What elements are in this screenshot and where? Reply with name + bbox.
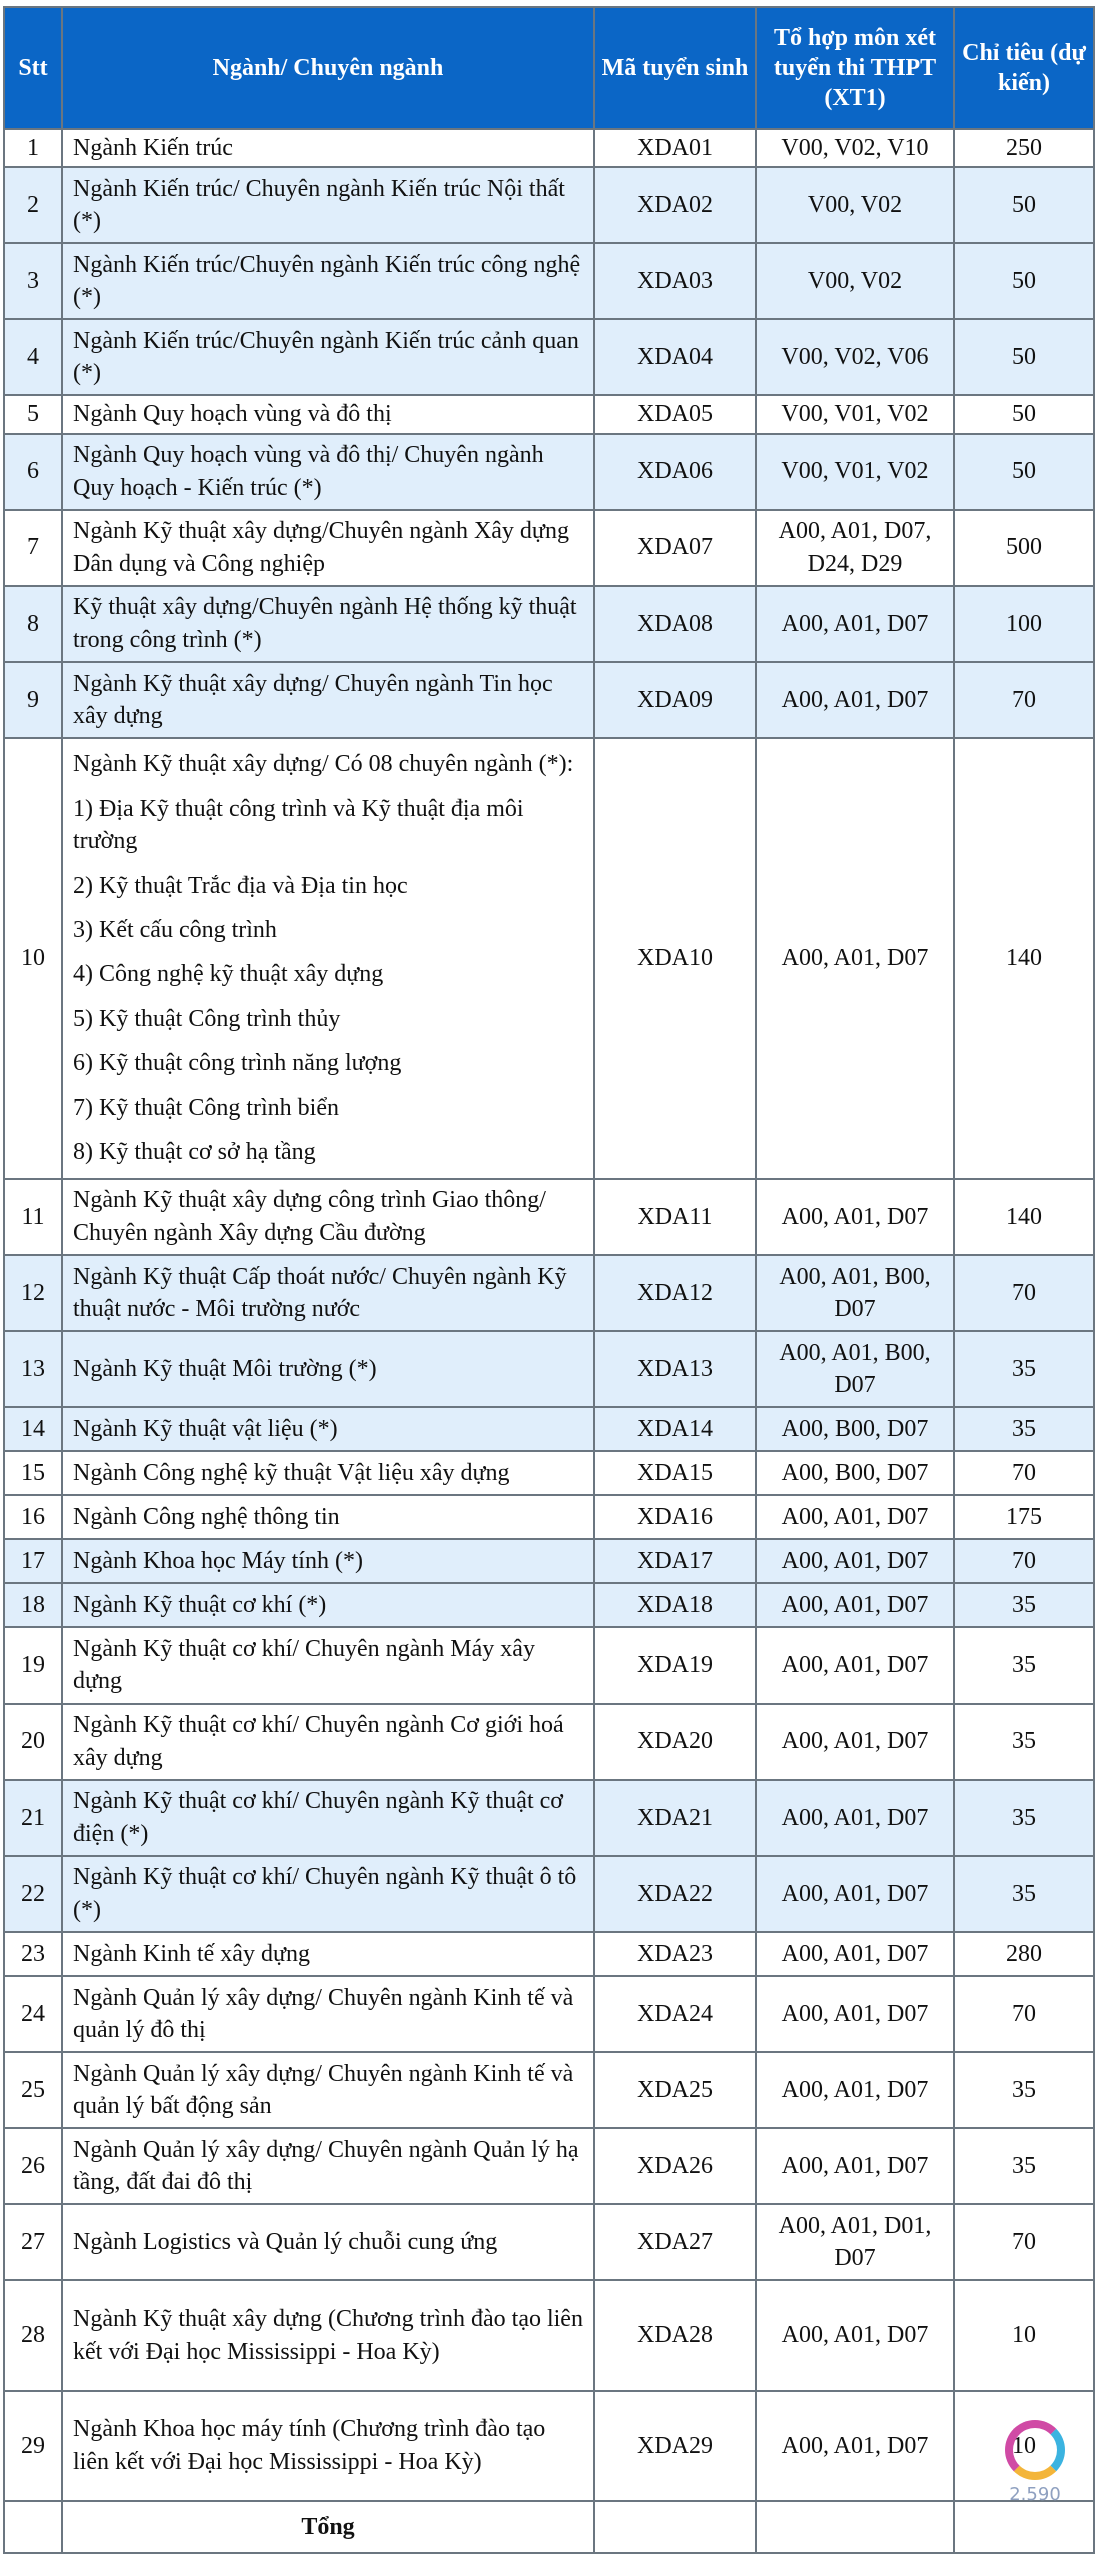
table-row bbox=[4, 434, 1094, 510]
row-stt: 12 bbox=[4, 1255, 62, 1331]
total-label: Tổng bbox=[62, 2501, 594, 2553]
row-combo: A00, A01, D07 bbox=[756, 1976, 954, 2052]
row-stt: 9 bbox=[4, 662, 62, 738]
row-code: XDA10 bbox=[594, 738, 756, 1179]
row-combo: V00, V02, V10 bbox=[756, 129, 954, 167]
table-row bbox=[4, 319, 1094, 395]
row-code: XDA14 bbox=[594, 1407, 756, 1451]
row-combo: A00, A01, D07 bbox=[756, 2052, 954, 2128]
specialization-item: 7) Kỹ thuật Công trình biển bbox=[73, 1094, 339, 1121]
header-stt: Stt bbox=[4, 7, 62, 129]
row-stt: 2 bbox=[4, 167, 62, 243]
row-code: XDA18 bbox=[594, 1583, 756, 1627]
specialization-item: 1) Địa Kỹ thuật công trình và Kỹ thuật địa môi trường bbox=[73, 795, 524, 855]
row-name bbox=[62, 738, 594, 1179]
table-header-row bbox=[4, 7, 1094, 129]
row-quota: 10 bbox=[954, 2391, 1094, 2501]
row-quota: 70 bbox=[954, 1976, 1094, 2052]
row-code: XDA29 bbox=[594, 2391, 756, 2501]
row-code: XDA07 bbox=[594, 510, 756, 586]
row-stt: 23 bbox=[4, 1932, 62, 1976]
row-quota: 35 bbox=[954, 1407, 1094, 1451]
row-quota: 35 bbox=[954, 2128, 1094, 2204]
row-name: Ngành Kỹ thuật xây dựng/Chuyên ngành Xây dựng Dân dụng và Công nghiệp bbox=[62, 510, 594, 586]
row-code: XDA15 bbox=[594, 1451, 756, 1495]
table-row bbox=[4, 2128, 1094, 2204]
row-code: XDA01 bbox=[594, 129, 756, 167]
row-quota: 35 bbox=[954, 1780, 1094, 1856]
row-code: XDA11 bbox=[594, 1179, 756, 1255]
specialization-item: 4) Công nghệ kỹ thuật xây dựng bbox=[73, 961, 384, 988]
row-name-heading: Ngành Kỹ thuật xây dựng/ Có 08 chuyên ngành (*): bbox=[73, 751, 574, 778]
row-stt: 17 bbox=[4, 1539, 62, 1583]
row-quota: 140 bbox=[954, 738, 1094, 1179]
row-stt: 21 bbox=[4, 1780, 62, 1856]
row-quota: 70 bbox=[954, 1539, 1094, 1583]
table-row bbox=[4, 586, 1094, 662]
row-name: Ngành Kỹ thuật Cấp thoát nước/ Chuyên ngành Kỹ thuật nước - Môi trường nước bbox=[62, 1255, 594, 1331]
row-stt: 5 bbox=[4, 395, 62, 433]
row-combo: A00, A01, D07 bbox=[756, 2280, 954, 2390]
row-combo: A00, A01, D07 bbox=[756, 1495, 954, 1539]
row-quota: 35 bbox=[954, 1331, 1094, 1407]
table-body bbox=[4, 129, 1094, 2501]
row-name: Ngành Kiến trúc/Chuyên ngành Kiến trúc cảnh quan (*) bbox=[62, 319, 594, 395]
table-row bbox=[4, 1255, 1094, 1331]
row-name: Ngành Kiến trúc bbox=[62, 129, 594, 167]
row-code: XDA28 bbox=[594, 2280, 756, 2390]
table-row bbox=[4, 1976, 1094, 2052]
row-combo: A00, B00, D07 bbox=[756, 1407, 954, 1451]
row-quota: 140 bbox=[954, 1179, 1094, 1255]
row-code: XDA23 bbox=[594, 1932, 756, 1976]
row-name: Ngành Kỹ thuật cơ khí/ Chuyên ngành Cơ giới hoá xây dựng bbox=[62, 1704, 594, 1780]
row-stt: 16 bbox=[4, 1495, 62, 1539]
row-stt: 14 bbox=[4, 1407, 62, 1451]
row-code: XDA27 bbox=[594, 2204, 756, 2280]
row-quota: 50 bbox=[954, 319, 1094, 395]
row-combo: A00, A01, B00, D07 bbox=[756, 1255, 954, 1331]
row-code: XDA05 bbox=[594, 395, 756, 433]
table-row bbox=[4, 1179, 1094, 1255]
row-quota: 70 bbox=[954, 1451, 1094, 1495]
row-combo: V00, V02 bbox=[756, 167, 954, 243]
row-code: XDA16 bbox=[594, 1495, 756, 1539]
row-combo: A00, A01, D07 bbox=[756, 1583, 954, 1627]
row-name: Ngành Kỹ thuật xây dựng (Chương trình đào tạo liên kết với Đại học Mississippi - Hoa Kỳ) bbox=[62, 2280, 594, 2390]
table-row bbox=[4, 243, 1094, 319]
row-name: Ngành Quản lý xây dựng/ Chuyên ngành Quản lý hạ tầng, đất đai đô thị bbox=[62, 2128, 594, 2204]
specialization-item: 3) Kết cấu công trình bbox=[73, 916, 277, 943]
total-row bbox=[4, 2501, 1094, 2553]
table-row bbox=[4, 2052, 1094, 2128]
row-stt: 15 bbox=[4, 1451, 62, 1495]
row-combo: V00, V01, V02 bbox=[756, 395, 954, 433]
row-quota: 50 bbox=[954, 395, 1094, 433]
row-stt: 7 bbox=[4, 510, 62, 586]
row-name: Ngành Quản lý xây dựng/ Chuyên ngành Kinh tế và quản lý đô thị bbox=[62, 1976, 594, 2052]
row-quota: 35 bbox=[954, 1856, 1094, 1932]
row-code: XDA21 bbox=[594, 1780, 756, 1856]
header-to-hop: Tổ hợp môn xét tuyển thi THPT (XT1) bbox=[756, 7, 954, 129]
row-code: XDA24 bbox=[594, 1976, 756, 2052]
row-code: XDA03 bbox=[594, 243, 756, 319]
row-stt: 27 bbox=[4, 2204, 62, 2280]
row-stt: 29 bbox=[4, 2391, 62, 2501]
row-name: Ngành Kỹ thuật cơ khí/ Chuyên ngành Kỹ thuật ô tô (*) bbox=[62, 1856, 594, 1932]
header-ma-tuyen-sinh: Mã tuyển sinh bbox=[594, 7, 756, 129]
table-row bbox=[4, 1451, 1094, 1495]
specialization-item: 5) Kỹ thuật Công trình thủy bbox=[73, 1005, 341, 1032]
row-stt: 24 bbox=[4, 1976, 62, 2052]
row-stt: 3 bbox=[4, 243, 62, 319]
table-row bbox=[4, 1627, 1094, 1703]
row-quota: 35 bbox=[954, 2052, 1094, 2128]
row-quota: 280 bbox=[954, 1932, 1094, 1976]
row-stt: 20 bbox=[4, 1704, 62, 1780]
row-name: Ngành Khoa học Máy tính (*) bbox=[62, 1539, 594, 1583]
row-stt: 18 bbox=[4, 1583, 62, 1627]
total-code-cell bbox=[594, 2501, 756, 2553]
row-name: Ngành Kỹ thuật xây dựng/ Chuyên ngành Tin học xây dựng bbox=[62, 662, 594, 738]
row-name: Ngành Kinh tế xây dựng bbox=[62, 1932, 594, 1976]
admissions-quota-table bbox=[3, 6, 1095, 2554]
row-name: Ngành Công nghệ thông tin bbox=[62, 1495, 594, 1539]
row-name: Ngành Quản lý xây dựng/ Chuyên ngành Kinh tế và quản lý bất động sản bbox=[62, 2052, 594, 2128]
row-stt: 4 bbox=[4, 319, 62, 395]
table-row bbox=[4, 1495, 1094, 1539]
row-code: XDA26 bbox=[594, 2128, 756, 2204]
row-code: XDA25 bbox=[594, 2052, 756, 2128]
table-row bbox=[4, 1704, 1094, 1780]
row-combo: A00, A01, D07 bbox=[756, 2128, 954, 2204]
row-combo: A00, A01, D07, D24, D29 bbox=[756, 510, 954, 586]
row-stt: 13 bbox=[4, 1331, 62, 1407]
row-stt: 19 bbox=[4, 1627, 62, 1703]
row-code: XDA13 bbox=[594, 1331, 756, 1407]
table-row bbox=[4, 129, 1094, 167]
row-quota: 35 bbox=[954, 1583, 1094, 1627]
watermark-logo bbox=[990, 2420, 1080, 2530]
row-code: XDA22 bbox=[594, 1856, 756, 1932]
row-quota: 70 bbox=[954, 662, 1094, 738]
row-code: XDA09 bbox=[594, 662, 756, 738]
row-code: XDA19 bbox=[594, 1627, 756, 1703]
header-nganh: Ngành/ Chuyên ngành bbox=[62, 7, 594, 129]
row-combo: A00, A01, D07 bbox=[756, 1704, 954, 1780]
row-name: Ngành Kỹ thuật xây dựng công trình Giao thông/ Chuyên ngành Xây dựng Cầu đường bbox=[62, 1179, 594, 1255]
row-stt: 25 bbox=[4, 2052, 62, 2128]
row-name: Ngành Khoa học máy tính (Chương trình đào tạo liên kết với Đại học Mississippi - Hoa Kỳ) bbox=[62, 2391, 594, 2501]
specialization-item: 6) Kỹ thuật công trình năng lượng bbox=[73, 1050, 402, 1077]
table-row bbox=[4, 738, 1094, 1179]
row-combo: A00, A01, D07 bbox=[756, 1627, 954, 1703]
table-row bbox=[4, 395, 1094, 433]
watermark-ring-icon bbox=[1005, 2420, 1065, 2480]
row-name: Ngành Quy hoạch vùng và đô thị bbox=[62, 395, 594, 433]
row-code: XDA06 bbox=[594, 434, 756, 510]
row-combo: A00, A01, B00, D07 bbox=[756, 1331, 954, 1407]
row-quota: 35 bbox=[954, 1627, 1094, 1703]
row-quota: 70 bbox=[954, 2204, 1094, 2280]
total-combo-cell bbox=[756, 2501, 954, 2553]
row-combo: V00, V01, V02 bbox=[756, 434, 954, 510]
row-name: Ngành Kỹ thuật cơ khí/ Chuyên ngành Kỹ thuật cơ điện (*) bbox=[62, 1780, 594, 1856]
row-quota: 100 bbox=[954, 586, 1094, 662]
row-stt: 8 bbox=[4, 586, 62, 662]
row-name: Ngành Kiến trúc/ Chuyên ngành Kiến trúc Nội thất (*) bbox=[62, 167, 594, 243]
row-combo: A00, A01, D07 bbox=[756, 1932, 954, 1976]
row-name: Ngành Công nghệ kỹ thuật Vật liệu xây dựng bbox=[62, 1451, 594, 1495]
row-quota: 250 bbox=[954, 129, 1094, 167]
row-name: Ngành Kiến trúc/Chuyên ngành Kiến trúc công nghệ (*) bbox=[62, 243, 594, 319]
row-combo: A00, A01, D07 bbox=[756, 1856, 954, 1932]
row-combo: A00, A01, D07 bbox=[756, 586, 954, 662]
row-name: Ngành Kỹ thuật vật liệu (*) bbox=[62, 1407, 594, 1451]
table-row bbox=[4, 2204, 1094, 2280]
row-name: Ngành Kỹ thuật cơ khí (*) bbox=[62, 1583, 594, 1627]
specialization-item: 8) Kỹ thuật cơ sở hạ tầng bbox=[73, 1138, 316, 1165]
row-quota: 70 bbox=[954, 1255, 1094, 1331]
row-quota: 35 bbox=[954, 1704, 1094, 1780]
row-quota: 50 bbox=[954, 243, 1094, 319]
table-row bbox=[4, 1780, 1094, 1856]
row-name: Ngành Kỹ thuật Môi trường (*) bbox=[62, 1331, 594, 1407]
row-combo: A00, A01, D07 bbox=[756, 2391, 954, 2501]
total-value: 2.590 bbox=[1009, 2484, 1061, 2505]
specialization-item: 2) Kỹ thuật Trắc địa và Địa tin học bbox=[73, 872, 408, 899]
row-code: XDA04 bbox=[594, 319, 756, 395]
row-combo: A00, A01, D01, D07 bbox=[756, 2204, 954, 2280]
row-code: XDA17 bbox=[594, 1539, 756, 1583]
table-row bbox=[4, 1539, 1094, 1583]
row-combo: A00, A01, D07 bbox=[756, 1539, 954, 1583]
row-stt: 11 bbox=[4, 1179, 62, 1255]
row-code: XDA20 bbox=[594, 1704, 756, 1780]
row-quota: 50 bbox=[954, 167, 1094, 243]
row-combo: A00, B00, D07 bbox=[756, 1451, 954, 1495]
table-row bbox=[4, 2391, 1094, 2501]
row-combo: V00, V02, V06 bbox=[756, 319, 954, 395]
total-stt-cell bbox=[4, 2501, 62, 2553]
row-code: XDA12 bbox=[594, 1255, 756, 1331]
row-code: XDA02 bbox=[594, 167, 756, 243]
row-combo: A00, A01, D07 bbox=[756, 1780, 954, 1856]
table-row bbox=[4, 1407, 1094, 1451]
row-name: Ngành Kỹ thuật cơ khí/ Chuyên ngành Máy xây dựng bbox=[62, 1627, 594, 1703]
table-row bbox=[4, 1932, 1094, 1976]
row-name: Ngành Logistics và Quản lý chuỗi cung ứng bbox=[62, 2204, 594, 2280]
row-name: Ngành Quy hoạch vùng và đô thị/ Chuyên ngành Quy hoạch - Kiến trúc (*) bbox=[62, 434, 594, 510]
row-quota: 500 bbox=[954, 510, 1094, 586]
table-row bbox=[4, 1583, 1094, 1627]
row-stt: 22 bbox=[4, 1856, 62, 1932]
row-combo: V00, V02 bbox=[756, 243, 954, 319]
row-stt: 6 bbox=[4, 434, 62, 510]
row-quota: 50 bbox=[954, 434, 1094, 510]
row-name: Kỹ thuật xây dựng/Chuyên ngành Hệ thống kỹ thuật trong công trình (*) bbox=[62, 586, 594, 662]
table-row bbox=[4, 1331, 1094, 1407]
row-quota: 10 bbox=[954, 2280, 1094, 2390]
row-combo: A00, A01, D07 bbox=[756, 662, 954, 738]
table-row bbox=[4, 1856, 1094, 1932]
header-chi-tieu: Chỉ tiêu (dự kiến) bbox=[954, 7, 1094, 129]
row-stt: 28 bbox=[4, 2280, 62, 2390]
row-combo: A00, A01, D07 bbox=[756, 738, 954, 1179]
row-stt: 10 bbox=[4, 738, 62, 1179]
row-code: XDA08 bbox=[594, 586, 756, 662]
row-combo: A00, A01, D07 bbox=[756, 1179, 954, 1255]
table-row bbox=[4, 167, 1094, 243]
row-stt: 26 bbox=[4, 2128, 62, 2204]
row-quota: 175 bbox=[954, 1495, 1094, 1539]
table-row bbox=[4, 510, 1094, 586]
table-row bbox=[4, 2280, 1094, 2390]
row-stt: 1 bbox=[4, 129, 62, 167]
table-row bbox=[4, 662, 1094, 738]
